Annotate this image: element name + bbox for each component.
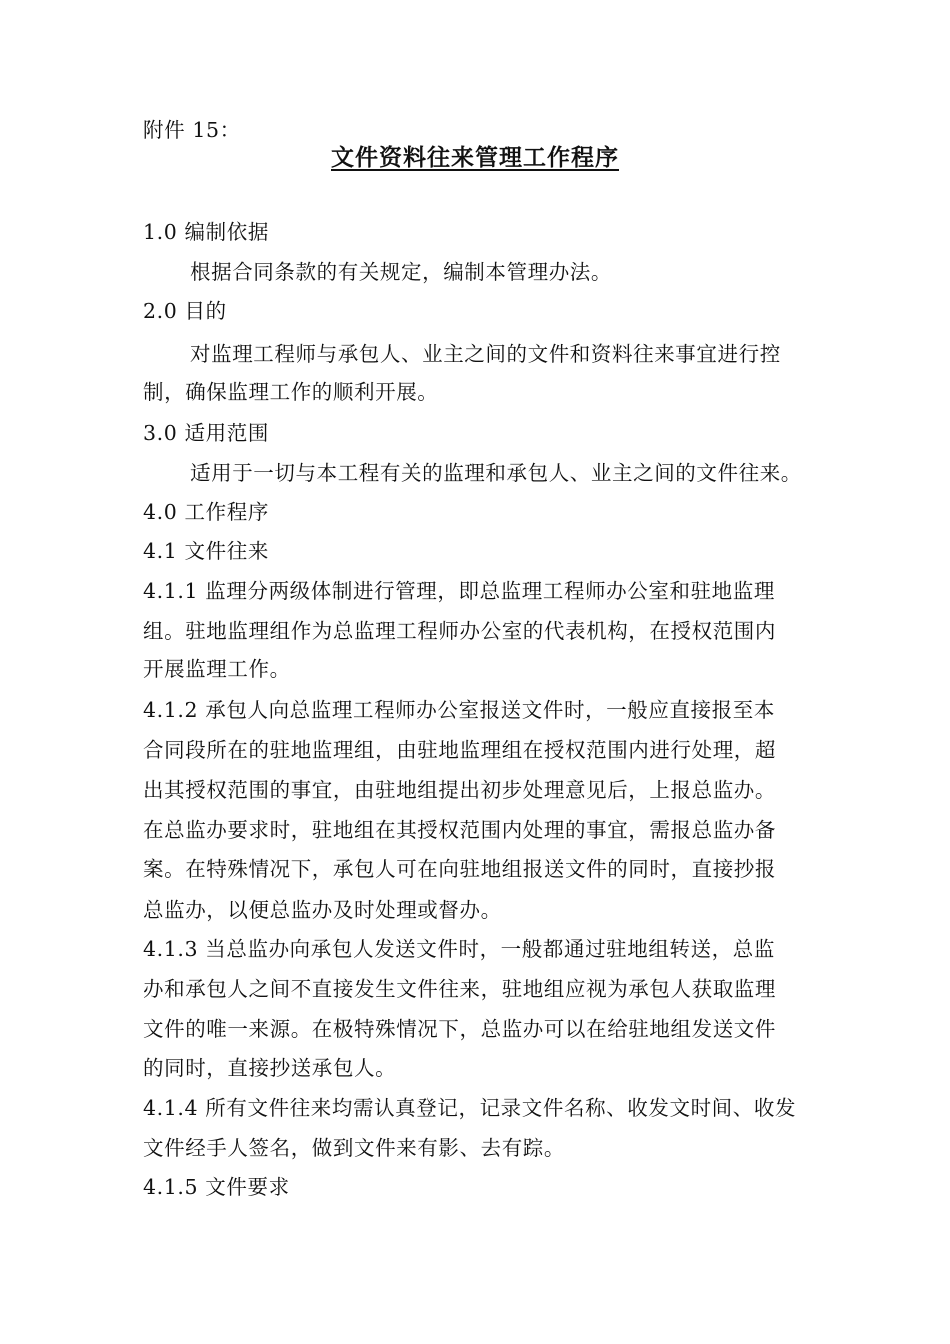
paragraph-line: 4.1.1 监理分两级体制进行管理，即总监理工程师办公室和驻地监理 xyxy=(143,579,775,603)
paragraph-line: 适用于一切与本工程有关的监理和承包人、业主之间的文件往来。 xyxy=(190,461,802,485)
paragraph-line: 根据合同条款的有关规定，编制本管理办法。 xyxy=(190,260,612,284)
section-heading-1-0: 1.0 编制依据 xyxy=(143,220,269,244)
paragraph-line: 4.1.3 当总监办向承包人发送文件时，一般都通过驻地组转送，总监 xyxy=(143,937,775,961)
section-heading-2-0: 2.0 目的 xyxy=(143,299,227,323)
paragraph-line: 文件经手人签名，做到文件来有影、去有踪。 xyxy=(143,1136,565,1160)
paragraph-line: 开展监理工作。 xyxy=(143,657,291,681)
paragraph-line: 文件的唯一来源。在极特殊情况下，总监办可以在给驻地组发送文件 xyxy=(143,1017,776,1041)
paragraph-line: 办和承包人之间不直接发生文件往来，驻地组应视为承包人获取监理 xyxy=(143,977,776,1001)
section-heading-4-0: 4.0 工作程序 xyxy=(143,500,269,524)
paragraph-line: 案。在特殊情况下，承包人可在向驻地组报送文件的同时，直接抄报 xyxy=(143,857,776,881)
section-heading-3-0: 3.0 适用范围 xyxy=(143,421,269,445)
document-title xyxy=(0,142,950,174)
paragraph-line: 合同段所在的驻地监理组，由驻地监理组在授权范围内进行处理，超 xyxy=(143,738,776,762)
paragraph-line: 总监办，以便总监办及时处理或督办。 xyxy=(143,898,502,922)
paragraph-line: 4.1.2 承包人向总监理工程师办公室报送文件时，一般应直接报至本 xyxy=(143,698,775,722)
paragraph-line: 对监理工程师与承包人、业主之间的文件和资料往来事宜进行控 xyxy=(190,342,781,366)
section-heading-4-1: 4.1 文件往来 xyxy=(143,539,269,563)
attachment-label: 附件 15： xyxy=(143,118,241,142)
paragraph-line: 出其授权范围的事宜，由驻地组提出初步处理意见后，上报总监办。 xyxy=(143,778,776,802)
paragraph-line: 在总监办要求时，驻地组在其授权范围内处理的事宜，需报总监办备 xyxy=(143,818,776,842)
paragraph-line: 制，确保监理工作的顺利开展。 xyxy=(143,380,439,404)
paragraph-line: 的同时，直接抄送承包人。 xyxy=(143,1056,397,1080)
document-title-text: 文件资料往来管理工作程序 xyxy=(331,144,619,171)
section-heading-4-1-5: 4.1.5 文件要求 xyxy=(143,1175,290,1199)
paragraph-line: 组。驻地监理组作为总监理工程师办公室的代表机构，在授权范围内 xyxy=(143,619,776,643)
paragraph-line: 4.1.4 所有文件往来均需认真登记，记录文件名称、收发文时间、收发 xyxy=(143,1096,797,1120)
